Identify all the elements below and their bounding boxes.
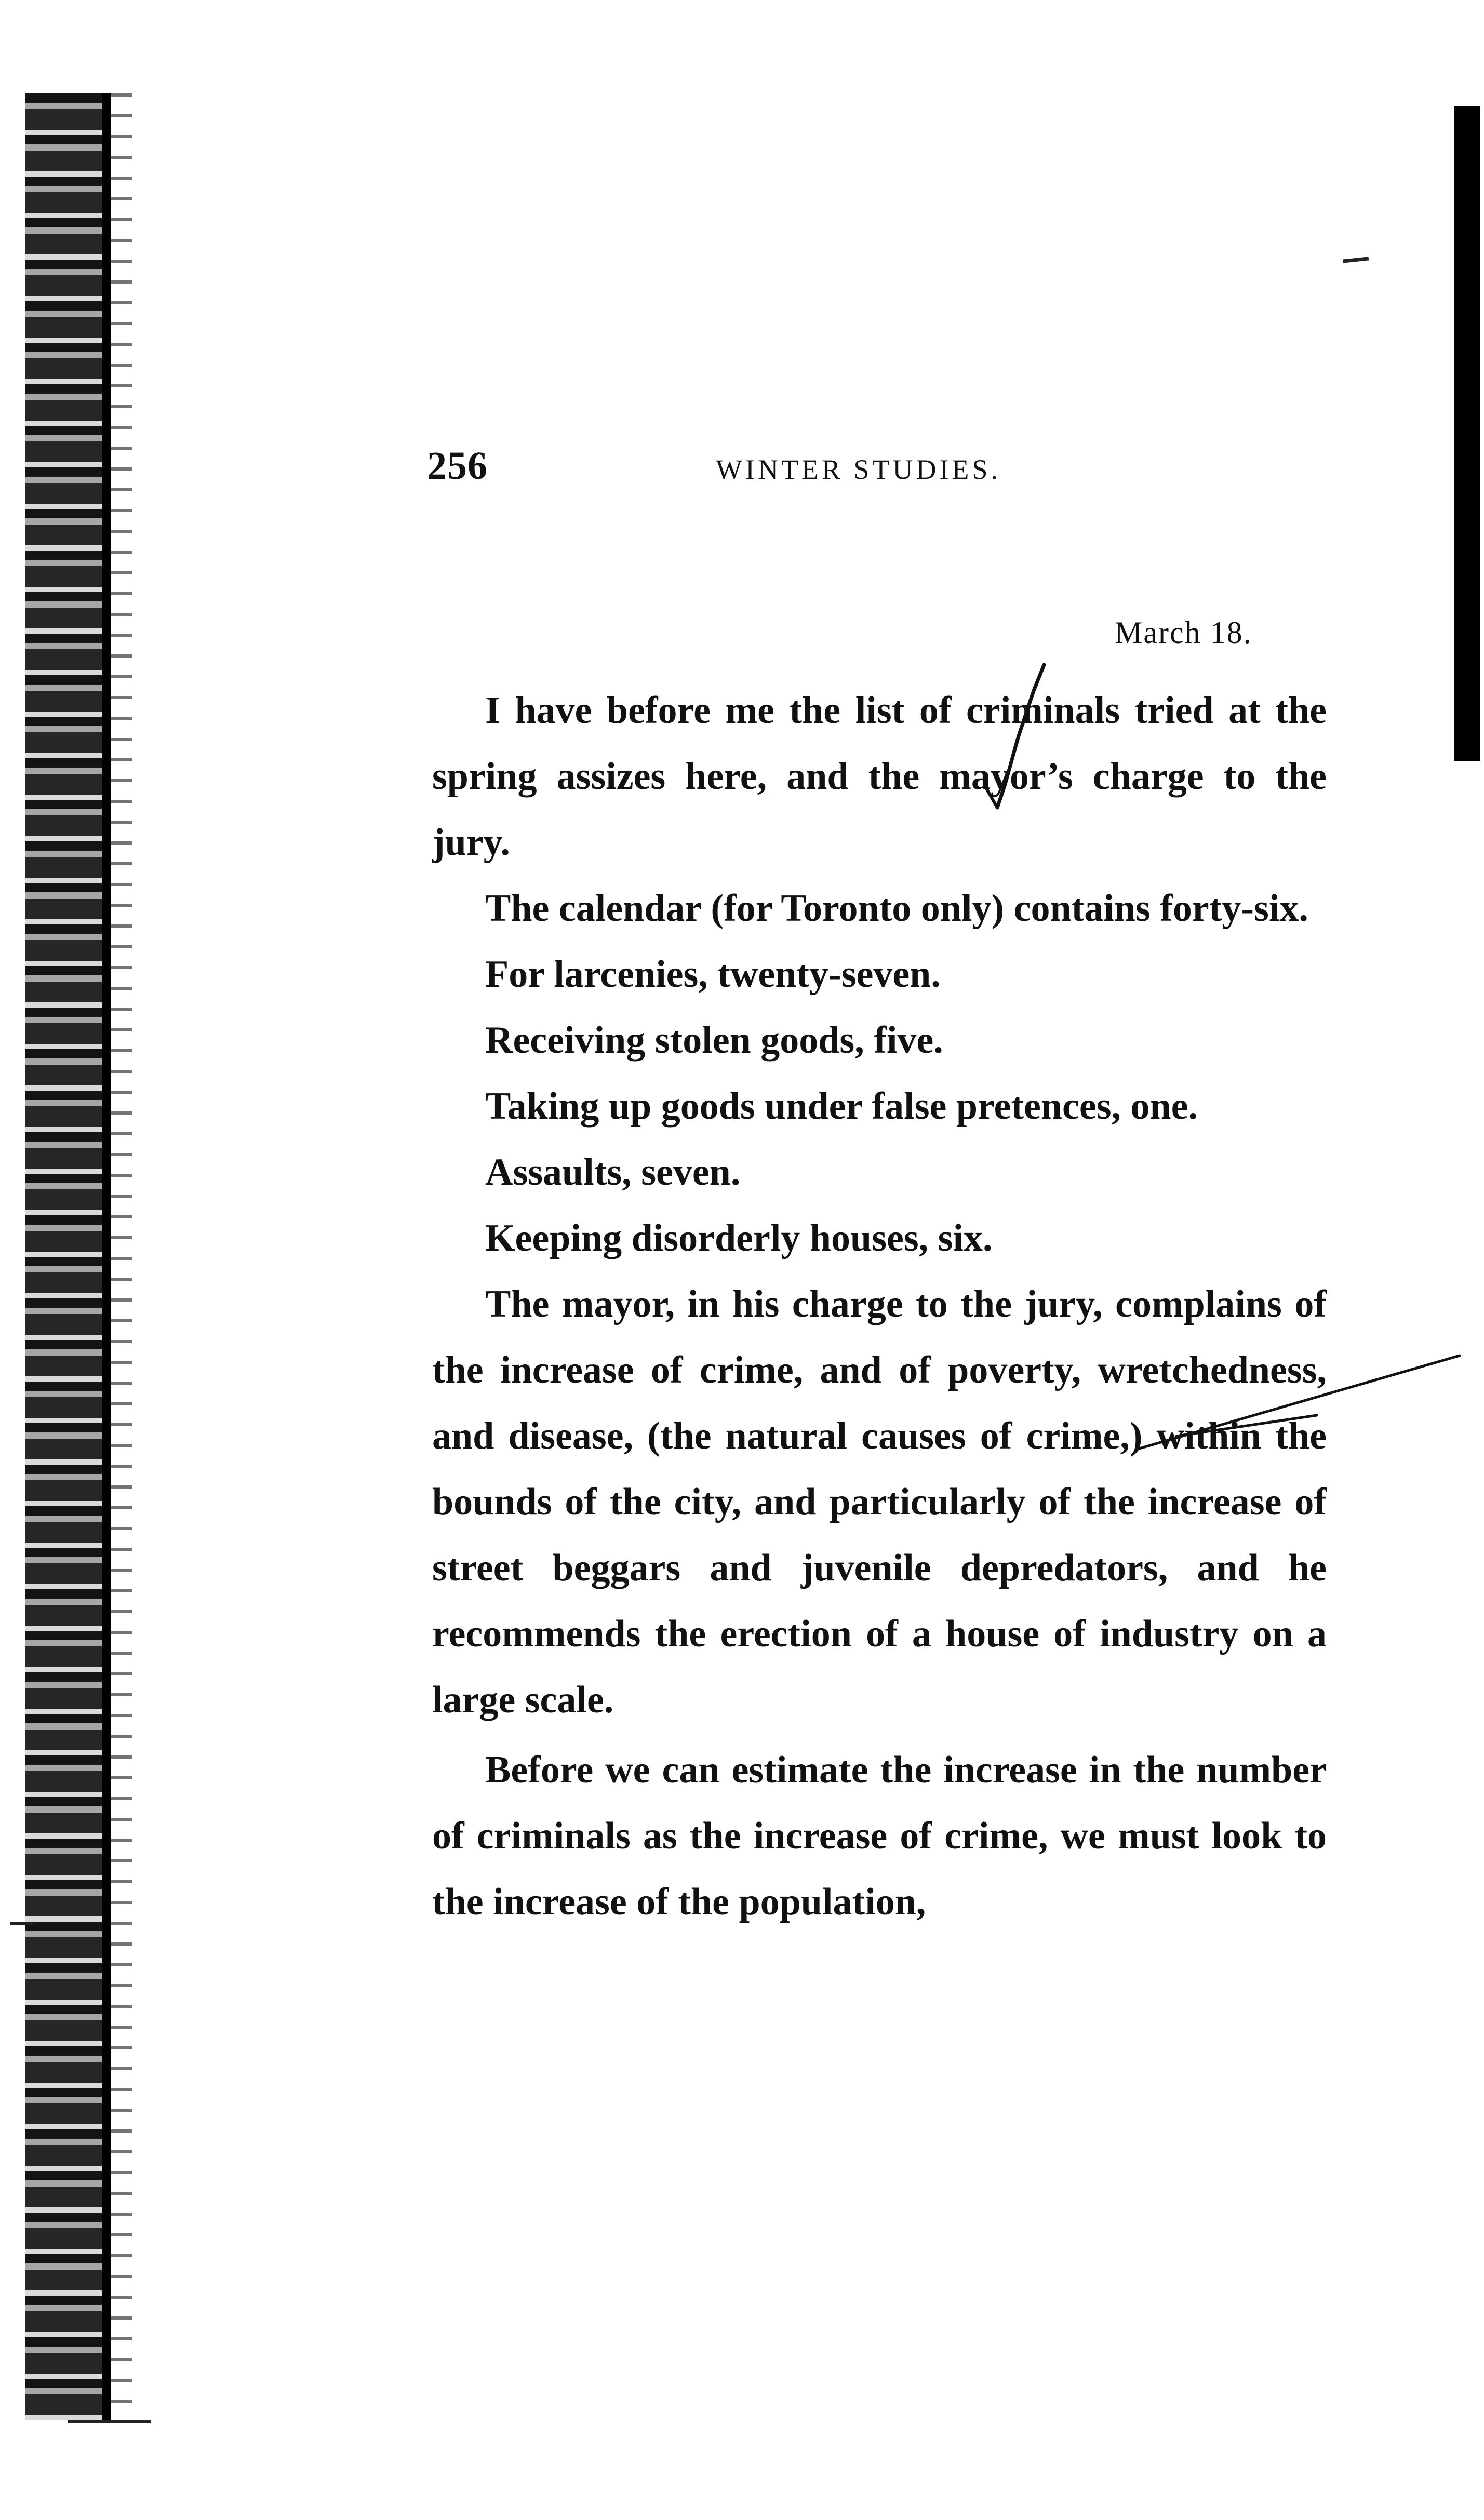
paragraph: The mayor, in his charge to the jury, complains of the increase of crime, and of poverty, wretchedness, and disease, (the natural causes of crime,) within the bounds of the city, and particularly of the increase of street beggars and juvenile depredators, and he recommends the erection of a house of industry on a large scale. (432, 1283, 1327, 1721)
running-title: WINTER STUDIES. (716, 454, 1001, 485)
paragraph: The calendar (for Toronto only) contains forty-six. (485, 887, 1308, 930)
paragraph: Before we can estimate the increase in the number of criminals as the increase of crime, we must look to the increase of the population, (432, 1749, 1327, 1923)
entry-date: March 18. (1115, 615, 1252, 650)
paragraph: Receiving stolen goods, five. (485, 1019, 943, 1062)
page-number: 256 (427, 444, 488, 488)
paragraph: Keeping disorderly houses, six. (485, 1217, 993, 1259)
paragraph: Assaults, seven. (485, 1151, 741, 1194)
body-text (432, 678, 1327, 1935)
paragraph: I have before me the list of criminals tried at the spring assizes here, and the mayor’s charge to the jury. (432, 689, 1327, 864)
bottom-edge-mark (68, 2420, 151, 2423)
paragraph: Taking up goods under false pretences, one. (485, 1085, 1198, 1128)
margin-tick (10, 1922, 33, 1925)
running-head (0, 437, 1484, 500)
margin-dash (1343, 257, 1369, 263)
paragraph: For larcenies, twenty-seven. (485, 953, 941, 996)
right-edge-bar (1454, 106, 1480, 761)
